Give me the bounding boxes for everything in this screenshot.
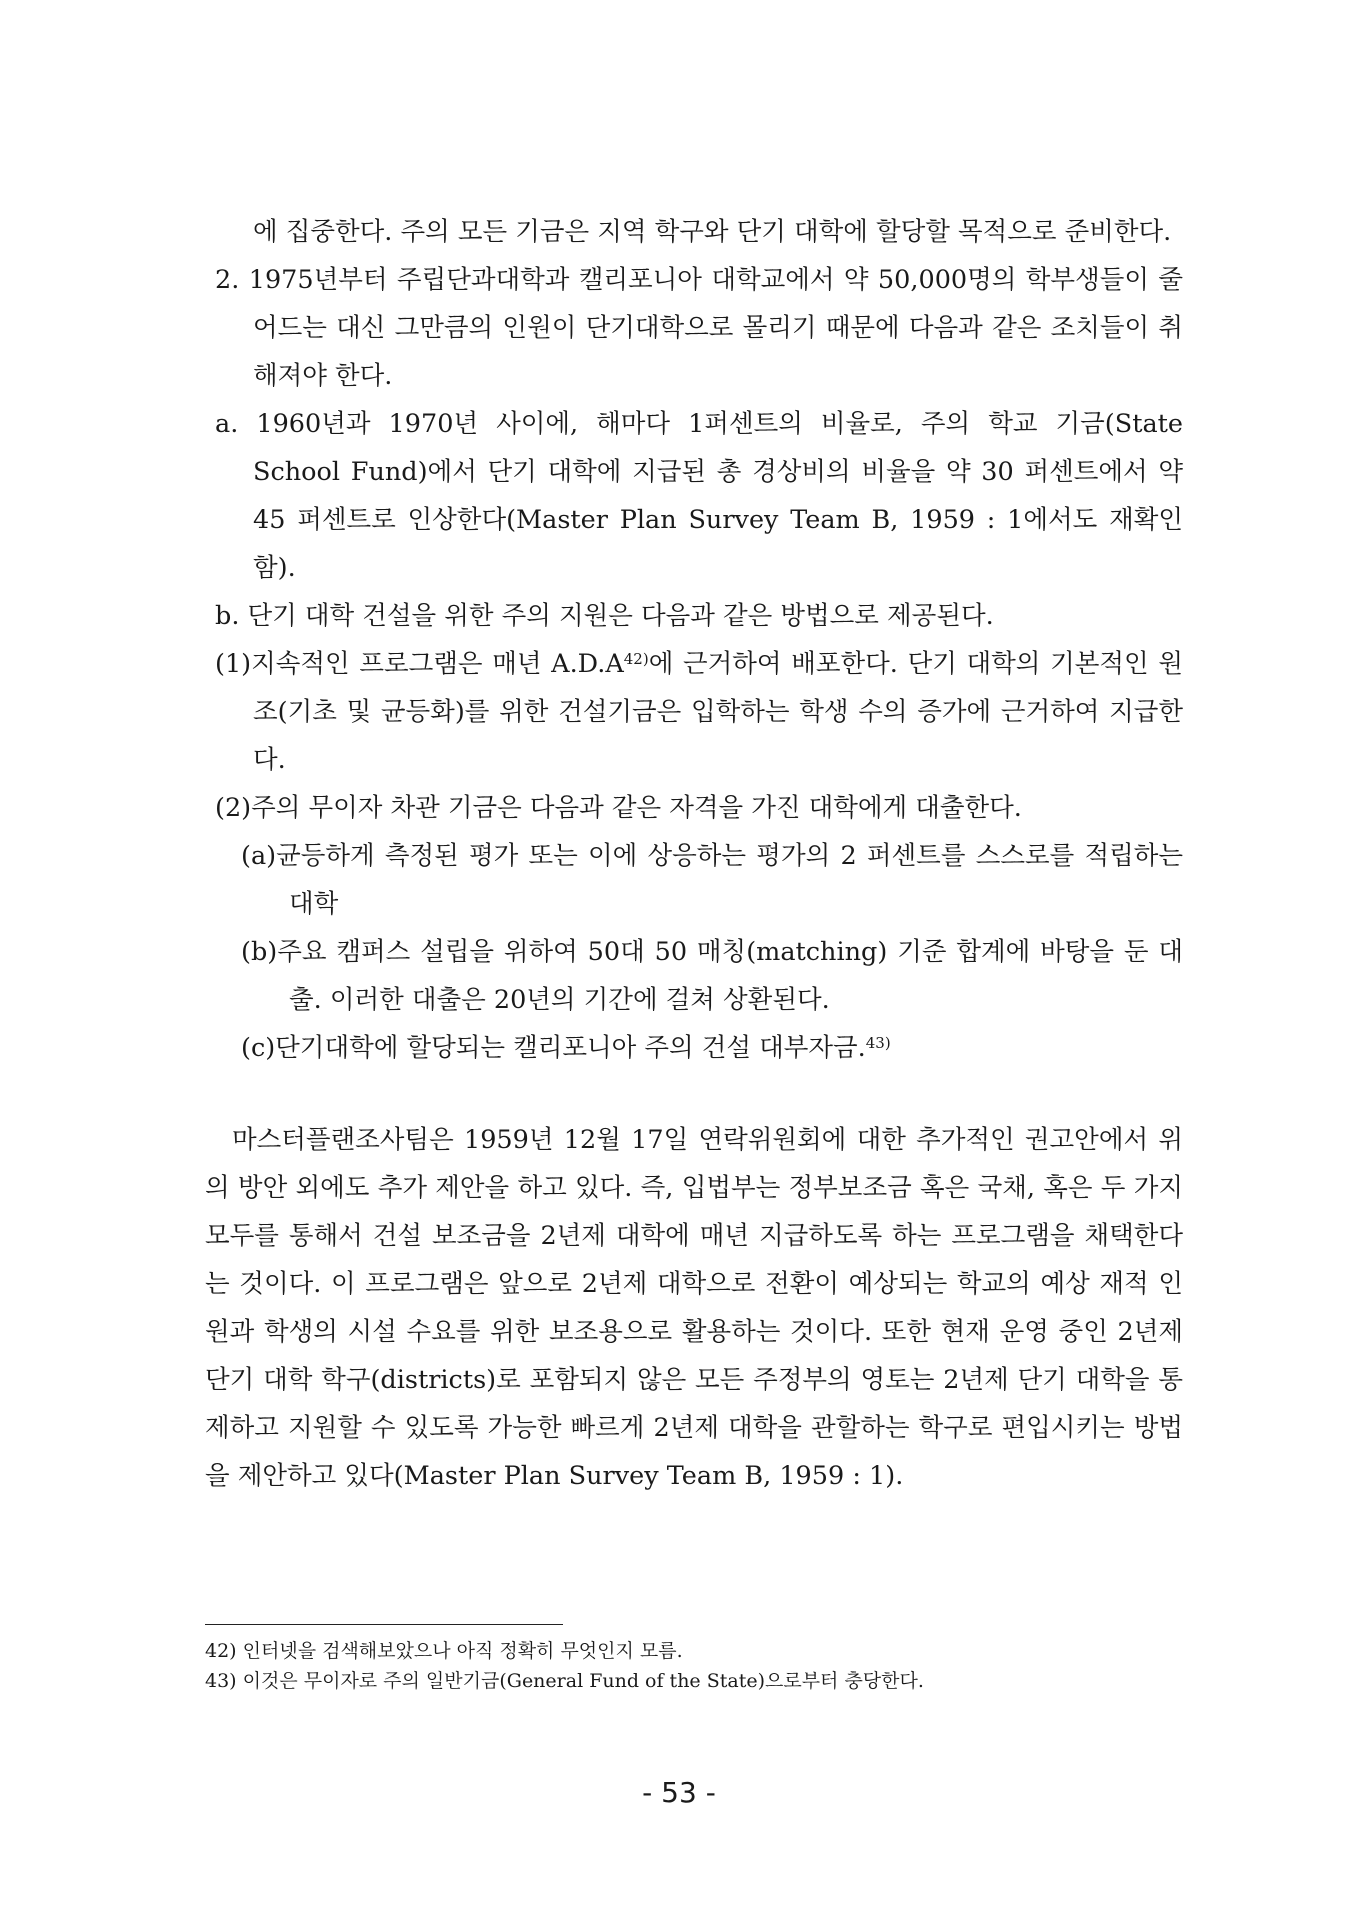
intro-continuation: 에 집중한다. 주의 모든 기금은 지역 학구와 단기 대학에 할당할 목적으로 준비한다. <box>253 217 1172 247</box>
footnote-43: 43) 이것은 무이자로 주의 일반기금(General Fund of the State)으로부터 충당한다. <box>205 1670 924 1692</box>
sub-item-c-text: (c)단기대학에 할당되는 캘리포니아 주의 건설 대부자금. <box>241 1033 866 1063</box>
body-paragraph: 마스터플랜조사팀은 1959년 12월 17일 연락위원회에 대한 추가적인 권고안에서 위의 방안 외에도 추가 제안을 하고 있다. 즉, 입법부는 정부보조금 혹은 국채, 혹은 두 가지 모두를 통해서 건설 보조금을 2년제 대학에 매년 지급하도록 하는 프로그램을 채택한다는 것이다. 이 프로그램은 앞으로 2년제 대학으로 전환이 예상되는 학교의 예상 재적 인원과 학생의 시설 수요를 위한 보조용으로 활용하는 것이다. 또한 현재 운영 중인 2년제 단기 대학 학구(districts)로 포함되지 않은 모든 주정부의 영토는 2년제 단기 대학을 통제하고 지원할 수 있도록 가능한 빠르게 2년제 대학을 관할하는 학구로 편입시키는 방법을 제안하고 있다(Master Plan Survey Team B, 1959 : 1). <box>205 1125 1183 1491</box>
footnote-ref-42[interactable]: 42) <box>623 650 649 668</box>
list-item-2-paren: (2)주의 무이자 차관 기금은 다음과 같은 자격을 가진 대학에게 대출한다. <box>215 793 1022 823</box>
footnote-divider <box>205 1624 563 1625</box>
list-item-2: 2. 1975년부터 주립단과대학과 캘리포니아 대학교에서 약 50,000명의 학부생들이 줄어드는 대신 그만큼의 인원이 단기대학으로 몰리기 때문에 다음과 같은 조치들이 취해져야 한다. <box>215 265 1183 391</box>
sub-item-c <box>205 1024 1183 1072</box>
page-content <box>205 208 1183 1500</box>
footnote-42: 42) 인터넷을 검색해보았으나 아직 정확히 무엇인지 모름. <box>205 1640 683 1662</box>
list-item-1-text: (1)지속적인 프로그램은 매년 A.D.A <box>215 649 624 679</box>
list-item-a: a. 1960년과 1970년 사이에, 해마다 1퍼센트의 비율로, 주의 학교 기금(State School Fund)에서 단기 대학에 지급된 총 경상비의 비율을 약 30 퍼센트에서 약 45 퍼센트로 인상한다(Master Plan Survey Team B, 1959 : 1에서도 재확인함). <box>215 409 1183 583</box>
list-item-1 <box>205 640 1183 784</box>
list-item-b: b. 단기 대학 건설을 위한 주의 지원은 다음과 같은 방법으로 제공된다. <box>215 601 994 631</box>
footnote-ref-43[interactable]: 43) <box>865 1034 891 1052</box>
page-number: - 53 - <box>642 1776 716 1809</box>
footnotes <box>205 1636 1183 1696</box>
list-item-1-text-cont: 에 근거하여 배포한다. 단기 대학의 기본적인 원조(기초 및 균등화)를 위한 건설기금은 입학하는 학생 수의 증가에 근거하여 지급한다. <box>253 649 1183 775</box>
sub-item-a: (a)균등하게 측정된 평가 또는 이에 상응하는 평가의 2 퍼센트를 스스로를 적립하는 대학 <box>241 841 1183 919</box>
sub-item-b: (b)주요 캠퍼스 설립을 위하여 50대 50 매칭(matching) 기준 합계에 바탕을 둔 대출. 이러한 대출은 20년의 기간에 걸쳐 상환된다. <box>241 937 1183 1015</box>
